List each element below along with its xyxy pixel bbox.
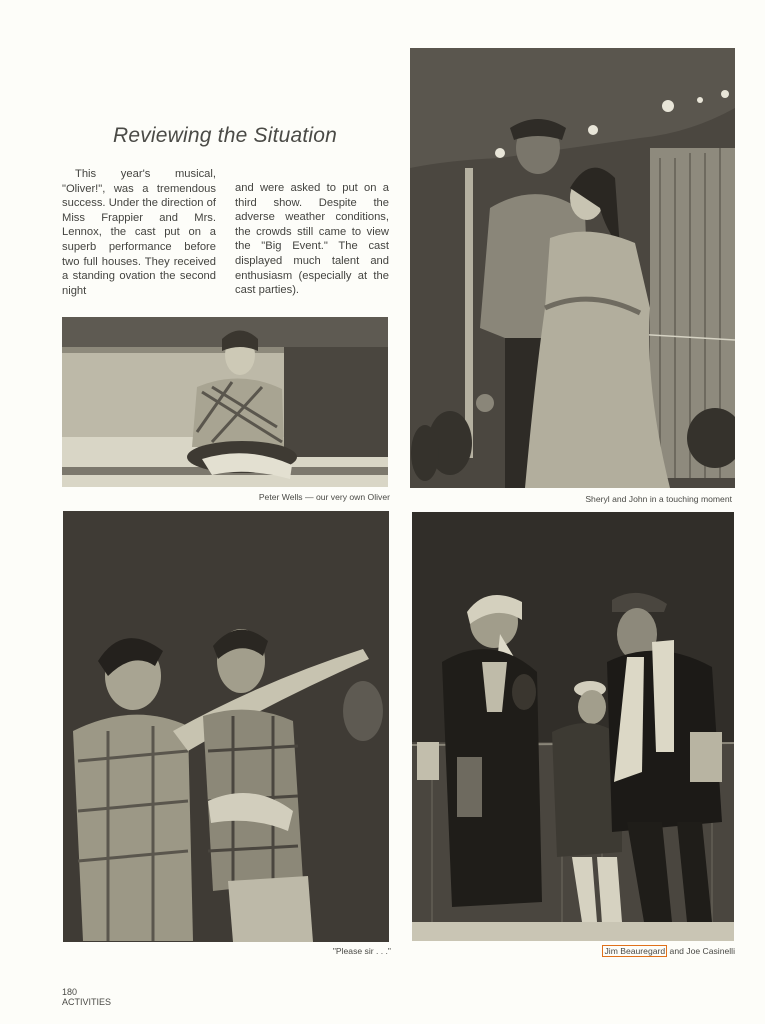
photo-1-caption: Peter Wells — our very own Oliver (258, 492, 390, 502)
caption-name-highlight[interactable]: Jim Beauregard (604, 946, 666, 956)
photo-4-image (412, 512, 734, 941)
page-number: 180 (62, 987, 78, 997)
caption-rest: and Joe Casinelli (667, 946, 735, 956)
photo-please-sir (63, 511, 389, 942)
photo-3-caption: "Please sir . . ." (332, 946, 391, 956)
photo-2-caption: Sheryl and John in a touching moment (585, 494, 732, 504)
photo-beauregard-casinelli (412, 512, 734, 941)
photo-3-image (63, 511, 389, 942)
article-column-left: This year's musical, "Oliver!", was a tremendous success. Under the direction of Miss Frappier and Mrs. Lennox, the cast put on a superb performance before two full houses. They received a standing ovation the second night (62, 168, 216, 297)
photo-1-image (62, 317, 388, 487)
article-column-right: and were asked to put on a third show. Despite the adverse weather conditions, the crowds still came to view the "Big Event." The cast displayed much talent and enthusiasm (especially at the cast parties). (235, 182, 389, 297)
photo-2-image (410, 48, 735, 488)
section-label: ACTIVITIES (62, 997, 112, 1007)
page-title: Reviewing the Situation (112, 124, 338, 147)
photo-4-caption (602, 946, 735, 956)
photo-sheryl-john (410, 48, 735, 488)
photo-oliver-sitting (62, 317, 388, 487)
page-footer (62, 987, 111, 1007)
